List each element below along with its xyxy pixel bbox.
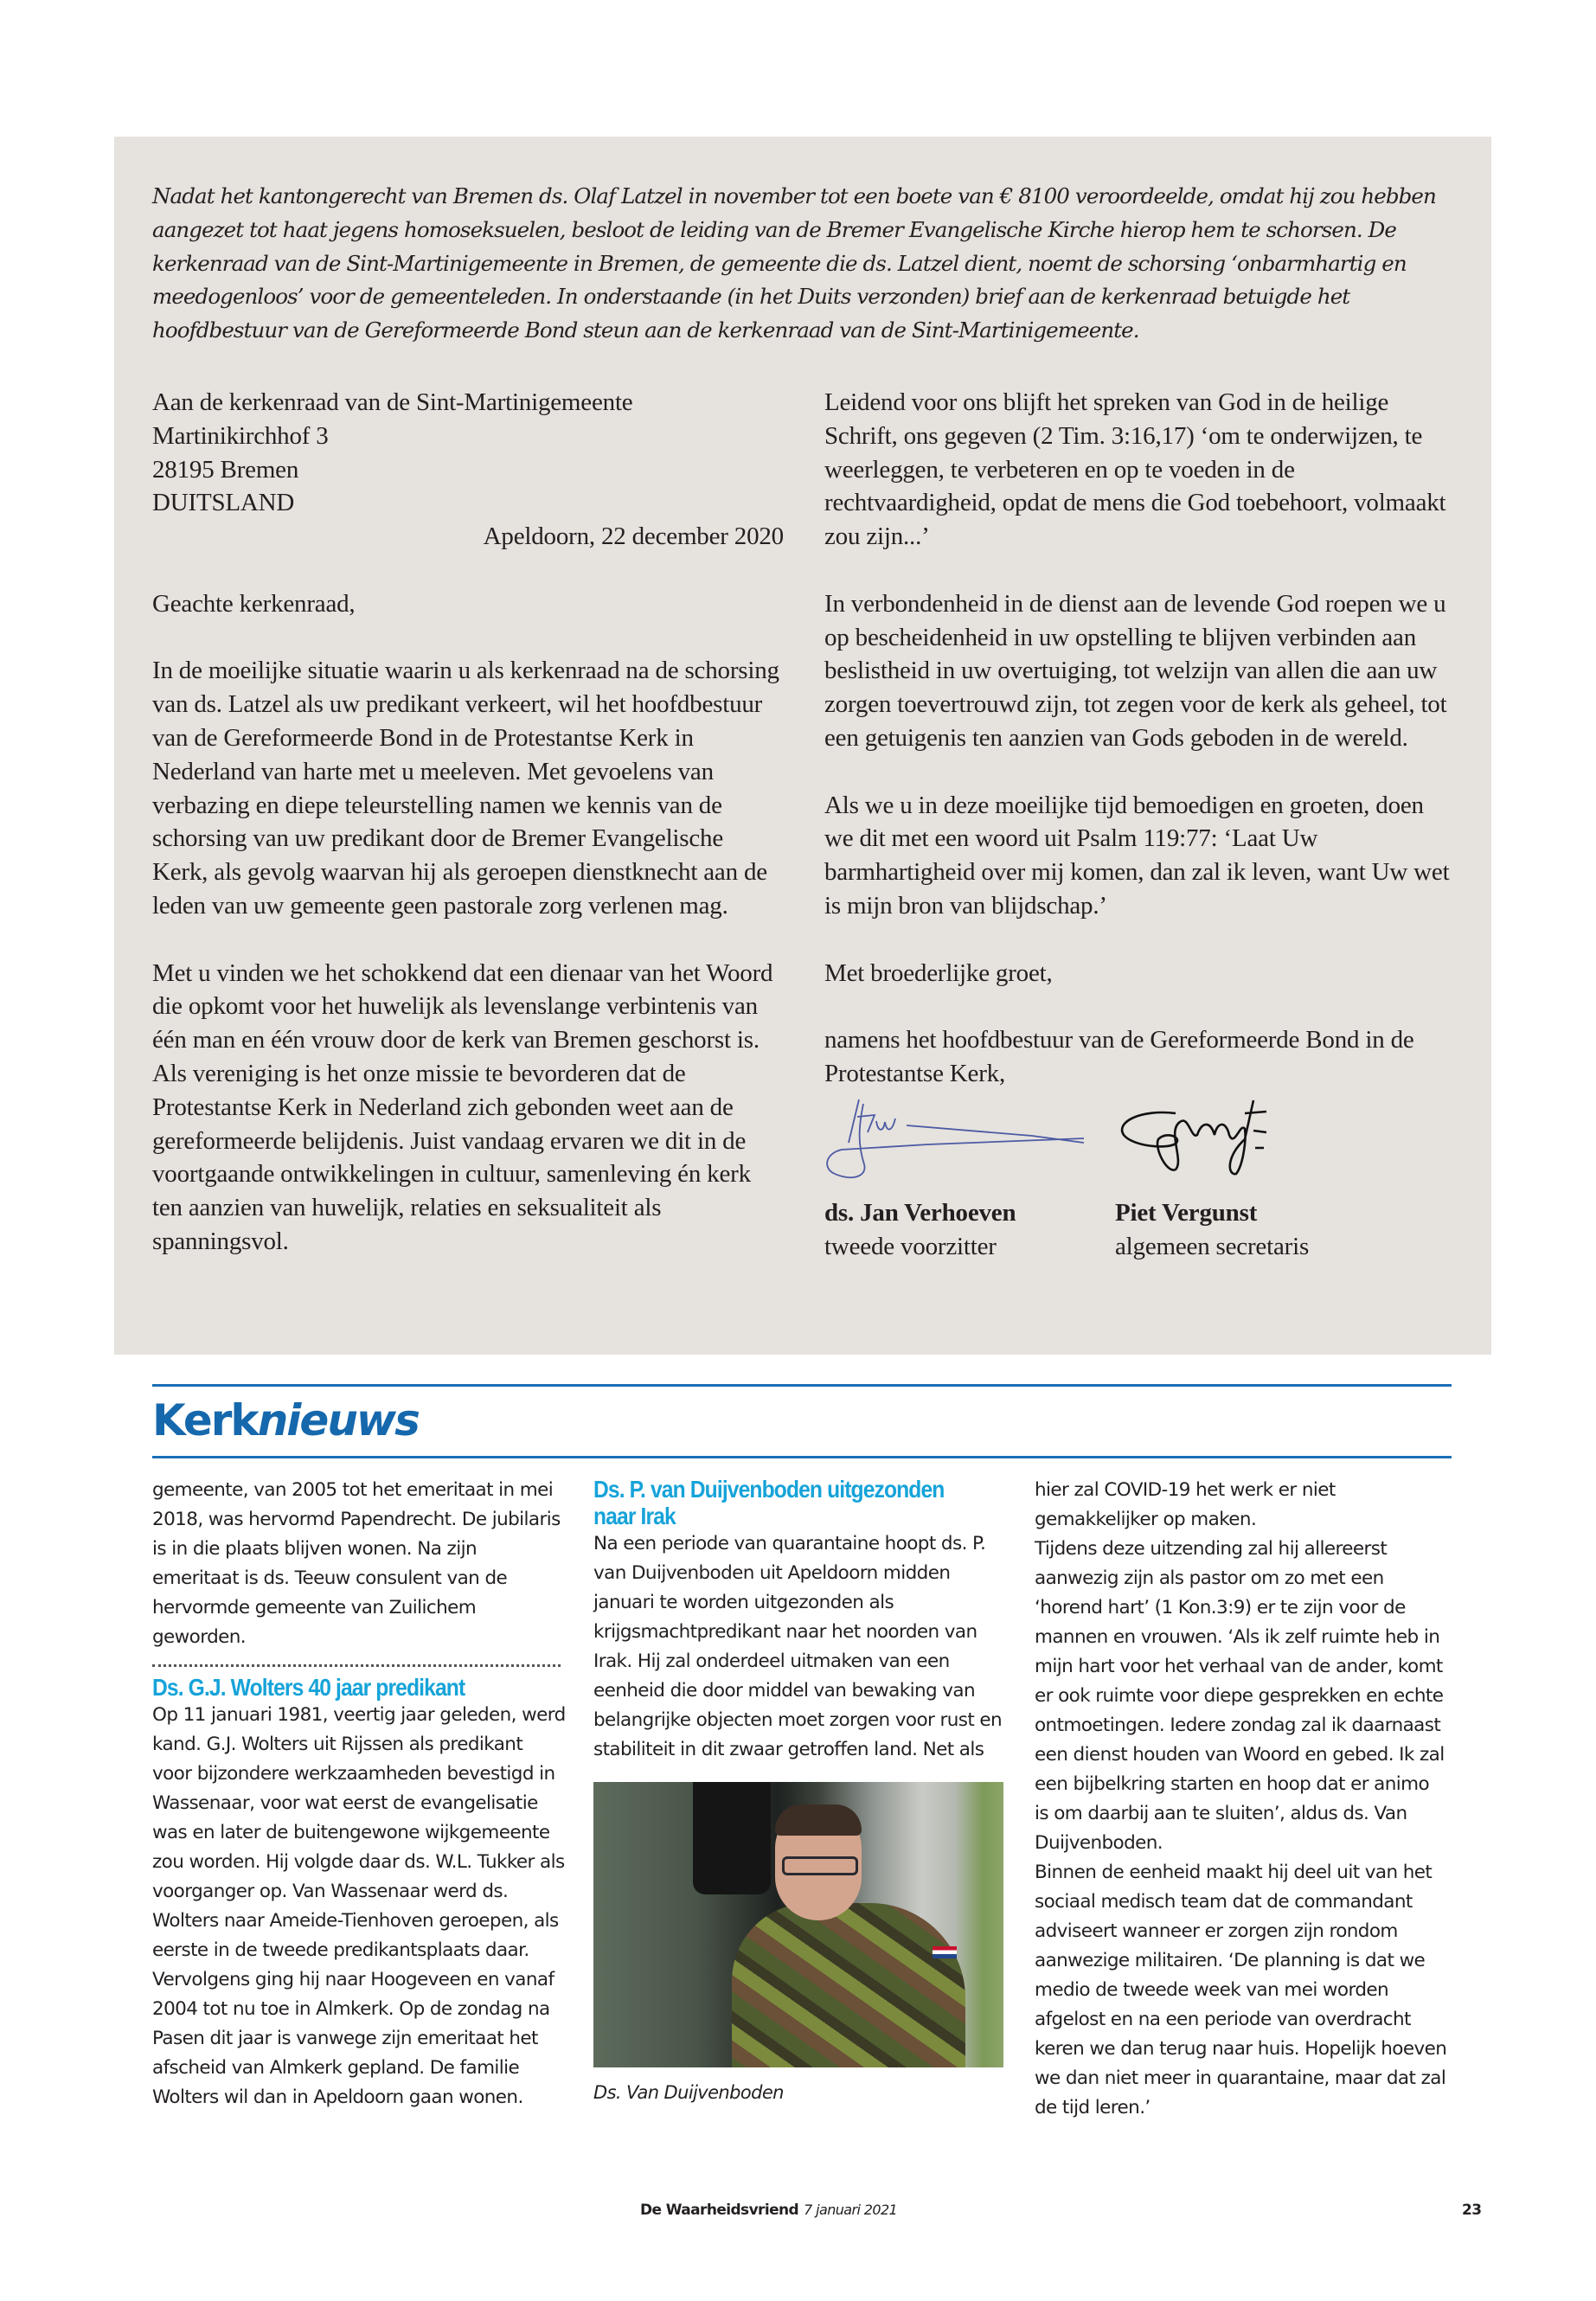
publication-name: De Waarheidsvriend xyxy=(640,2202,799,2219)
article-body: Tijdens deze uitzending zal hij allereerst aanwezig zijn als pastor om zo met een ‘horend hart’ (1 Kon.3:9) er te zijn voor de mannen en vrouwen. ‘Als ik zelf ruimte heb in mijn hart voor het verhaal van de ander, komt er ook ruimte voor diepe gesprekken en echte ontmoetingen. Iedere zondag zal ik daarnaast een dienst houden van Woord en gebed. Ik zal een bijbelkring starten en hoop dat er animo is om daarbij aan te sluiten’, aldus ds. Van Duijvenboden. xyxy=(1035,1538,1445,1854)
letter-paragraph: In de moeilijke situatie waarin u als kerkenraad na de schorsing van ds. Latzel als uw predikant verkeert, wil het hoofdbestuur van de Gereformeerde Bond in de Protestantse Kerk in Nederland van harte met u meeleven. Met gevoelens van verbazing en diepe teleurstelling namen we kennis van de schorsing van uw predikant door de Bremer Evangelische Kerk, als gevolg waarvan hij als geroepen dienstknecht aan de leden van uw gemeente geen pastorale zorg verlenen mag. xyxy=(152,657,779,920)
news-column-2 xyxy=(593,1476,1007,2106)
signer-name: Piet Vergunst xyxy=(1115,1198,1258,1227)
address-line: DUITSLAND xyxy=(152,489,295,517)
news-column-3 xyxy=(1035,1476,1448,2123)
article-continued-text: gemeente, van 2005 tot het emeritaat in mei 2018, was hervormd Papendrecht. De jubilaris is in die plaats blijven wonen. Na zijn emeritaat is ds. Teeuw consulent van de hervormde gemeente van Zuilichem geworden. xyxy=(152,1479,561,1648)
article-body: Binnen de eenheid maakt hij deel uit van het sociaal medisch team dat de commandant adviseert wanneer er zorgen zijn rondom aanwezige militairen. ‘De planning is dat we medio de tweede week van mei worden afgelost en na een periode van overdracht keren we dan terug naar huis. Hopelijk hoeven we dan niet meer in quarantaine, maar dat zal de tijd leren.’ xyxy=(1035,1862,1447,2118)
letter-paragraph: In verbondenheid in de dienst aan de levende God roepen we u op bescheidenheid in uw opstelling te blijven verbinden aan beslistheid in uw overtuiging, tot welzijn van allen die aan uw zorgen toevertrouwd zijn, tot zegen voor de kerk als geheel, tot een getuigenis ten aanzien van Gods geboden in de wereld. xyxy=(824,589,1447,752)
letter-box xyxy=(114,137,1491,1355)
hair xyxy=(775,1804,862,1836)
address-line: Aan de kerkenraad van de Sint-Martinigemeente xyxy=(152,388,633,416)
article-headline: Ds. P. van Duijvenboden uitgezonden naar Irak xyxy=(593,1476,945,1529)
signatures xyxy=(824,1084,1456,1196)
signer-role: tweede voorzitter xyxy=(824,1232,997,1260)
dotted-divider xyxy=(152,1664,561,1667)
letter-column-left xyxy=(152,386,784,1292)
letter-date: Apeldoorn, 22 december 2020 xyxy=(483,522,784,551)
glasses xyxy=(782,1856,858,1875)
salutation: Geachte kerkenraad, xyxy=(152,589,356,618)
address-line: 28195 Bremen xyxy=(152,455,299,484)
signer xyxy=(824,1196,1115,1264)
issue-date: 7 januari 2021 xyxy=(804,2202,898,2218)
closing: Met broederlijke groet, xyxy=(824,958,1053,987)
article-body: Op 11 januari 1981, veertig jaar geleden, werd kand. G.J. Wolters uit Rijssen als predikant voor bijzondere werkzaamheden bevestigd in Wassenaar, voor wat eerst de evangelisatie was en later de buitengewone wijkgemeente zou worden. Hij volgde daar ds. W.L. Tukker als voorganger op. Van Wassenaar werd ds. Wolters naar Ameide-Tienhoven geroepen, als eerste in de tweede predikantsplaats daar. Vervolgens ging hij naar Hoogeveen en vanaf 2004 tot nu toe in Almkerk. Op de zondag na Pasen dit jaar is vanwege zijn emeritaat het afscheid van Almkerk gepland. De familie Wolters wil dan in Apeldoorn gaan wonen. xyxy=(152,1704,566,2108)
photo-caption: Ds. Van Duijvenboden xyxy=(593,2082,784,2103)
vehicle-mirror xyxy=(693,1782,771,1894)
article-body: hier zal COVID-19 het werk er niet gemakkelijker op maken. xyxy=(1035,1479,1336,1530)
letter-paragraph: Leidend voor ons blijft het spreken van God in de heilige Schrift, ons gegeven (2 Tim. 3:16,17) ‘om te onderwijzen, te weerleggen, te verbeteren en op te voeden in de rechtvaardigheid, opdat de mens die God toebehoort, volmaakt zou zijn...’ xyxy=(824,388,1446,551)
news-column-1 xyxy=(152,1476,566,2112)
recipient-address xyxy=(152,386,784,554)
page-footer xyxy=(640,2202,897,2219)
signature-verhoeven-icon xyxy=(824,1091,1093,1186)
on-behalf-of: namens het hoofdbestuur van de Gereformeerde Bond in de Protestantse Kerk, xyxy=(824,1026,1414,1087)
letter-column-right xyxy=(824,386,1456,1263)
signature-vergunst-icon xyxy=(1115,1096,1314,1191)
letter-paragraph: Als we u in deze moeilijke tijd bemoedigen en groeten, doen we dit met een woord uit Psalm 119:77: ‘Laat Uw barmhartigheid over mij komen, dan zal ik leven, want Uw wet is mijn bron van blijdschap.’ xyxy=(824,791,1450,920)
signer xyxy=(1115,1196,1406,1264)
article-photo xyxy=(593,1782,1003,2067)
letter-intro: Nadat het kantongerecht van Bremen ds. Olaf Latzel in november tot een boete van € 8100 veroordeelde, omdat hij zou hebben aangezet tot haat jegens homoseksuelen, besloot de leiding van de Bremer Evangelische Kirche hierop hem te schorsen. De kerkenraad van de Sint-Martinigemeente in Bremen, de gemeente die ds. Latzel dient, noemt de schorsing ‘onbarmhartig en meedogenloos’ voor de gemeenteleden. In onderstaande (in het Duits verzonden) brief aan de kerkenraad betuigde het hoofdbestuur van de Gereformeerde Bond steun aan de kerkenraad van de Sint-Martinigemeente. xyxy=(152,183,1436,343)
signer-role: algemeen secretaris xyxy=(1115,1232,1310,1260)
letter-paragraph: Met u vinden we het schokkend dat een dienaar van het Woord die opkomt voor het huwelijk als levenslange verbintenis van één man en één vrouw door de kerk van Bremen geschorst is. Als vereniging is het onze missie te bevorderen dat de Protestantse Kerk in Nederland zich gebonden weet aan de gereformeerde belijdenis. Juist vandaag ervaren we dit in de voortgaande ontwikkelingen in cultuur, samenleving én kerk ten aanzien van huwelijk, relaties en seksualiteit als spanningsvol. xyxy=(152,958,773,1255)
signers xyxy=(824,1196,1456,1264)
article-headline: Ds. G.J. Wolters 40 jaar predikant xyxy=(152,1674,465,1701)
section-rule-bottom xyxy=(152,1456,1452,1458)
article-body: Na een periode van quarantaine hoopt ds. P. van Duijvenboden uit Apeldoorn midden januari te worden uitgezonden als krijgsmachtpredikant naar het noorden van Irak. Hij zal onderdeel uitmaken van een eenheid die door middel van bewaking van belangrijke objecten moet zorgen voor rust en stabiliteit in dit zwaar getroffen land. Net als xyxy=(593,1533,1003,1760)
signer-name: ds. Jan Verhoeven xyxy=(824,1198,1016,1227)
section-rule-top xyxy=(152,1384,1452,1387)
page-number: 23 xyxy=(1462,2202,1482,2219)
dutch-flag-icon xyxy=(933,1946,957,1958)
address-line: Martinikirchhof 3 xyxy=(152,421,329,450)
section-title: Kerknieuws xyxy=(152,1395,419,1445)
uniform xyxy=(732,1903,965,2067)
